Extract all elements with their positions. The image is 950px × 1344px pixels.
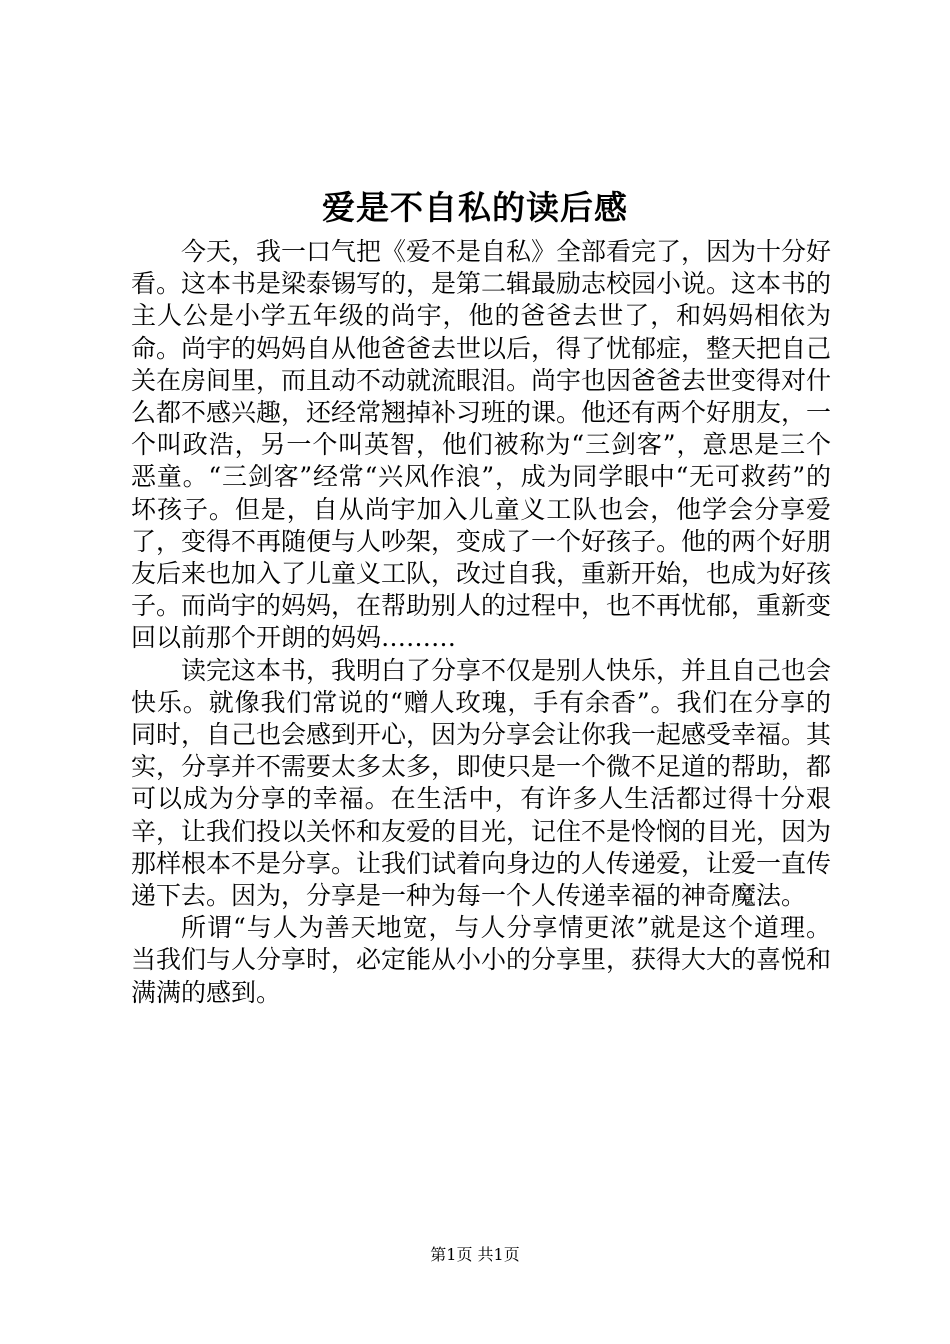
page-footer: 第1页 共1页 <box>430 1245 520 1264</box>
paragraph: 今天，我一口气把《爱不是自私》全部看完了，因为十分好看。这本书是梁泰锡写的，是第二辑最励志校园小说。这本书的主人公是小学五年级的尚宇，他的爸爸去世了，和妈妈相依为命。尚宇的妈妈自从他爸爸去世以后，得了忧郁症，整天把自己关在房间里，而且动不动就流眼泪。尚宇也因爸爸去世变得对什么都不感兴趣，还经常翘掉补习班的课。他还有两个好朋友，一个叫政浩，另一个叫英智，他们被称为“三剑客”，意思是三个恶童。“三剑客”经常“兴风作浪”，成为同学眼中“无可救药”的坏孩子。但是，自从尚宇加入儿童义工队也会，他学会分享爱了，变得不再随便与人吵架，变成了一个好孩子。他的两个好朋友后来也加入了儿童义工队，改过自我，重新开始，也成为好孩子。而尚宇的妈妈，在帮助别人的过程中，也不再忧郁，重新变回以前那个开朗的妈妈……… <box>131 237 832 653</box>
paragraph: 读完这本书，我明白了分享不仅是别人快乐，并且自己也会快乐。就像我们常说的“赠人玫瑰，手有余香”。我们在分享的同时，自己也会感到开心，因为分享会让你我一起感受幸福。其实，分享并不需要太多太多，即使只是一个微不足道的帮助，都可以成为分享的幸福。在生活中，有许多人生活都过得十分艰辛，让我们投以关怀和友爱的目光，记住不是怜悯的目光，因为那样根本不是分享。让我们试着向身边的人传递爱，让爱一直传递下去。因为，分享是一种为每一个人传递幸福的神奇魔法。 <box>131 655 832 911</box>
document-title: 爱是不自私的读后感 <box>322 188 628 227</box>
document-body <box>131 236 831 1009</box>
paragraph: 所谓“与人为善天地宽，与人分享情更浓”就是这个道理。当我们与人分享时，必定能从小小的分享里，获得大大的喜悦和满满的感到。 <box>131 913 832 1007</box>
